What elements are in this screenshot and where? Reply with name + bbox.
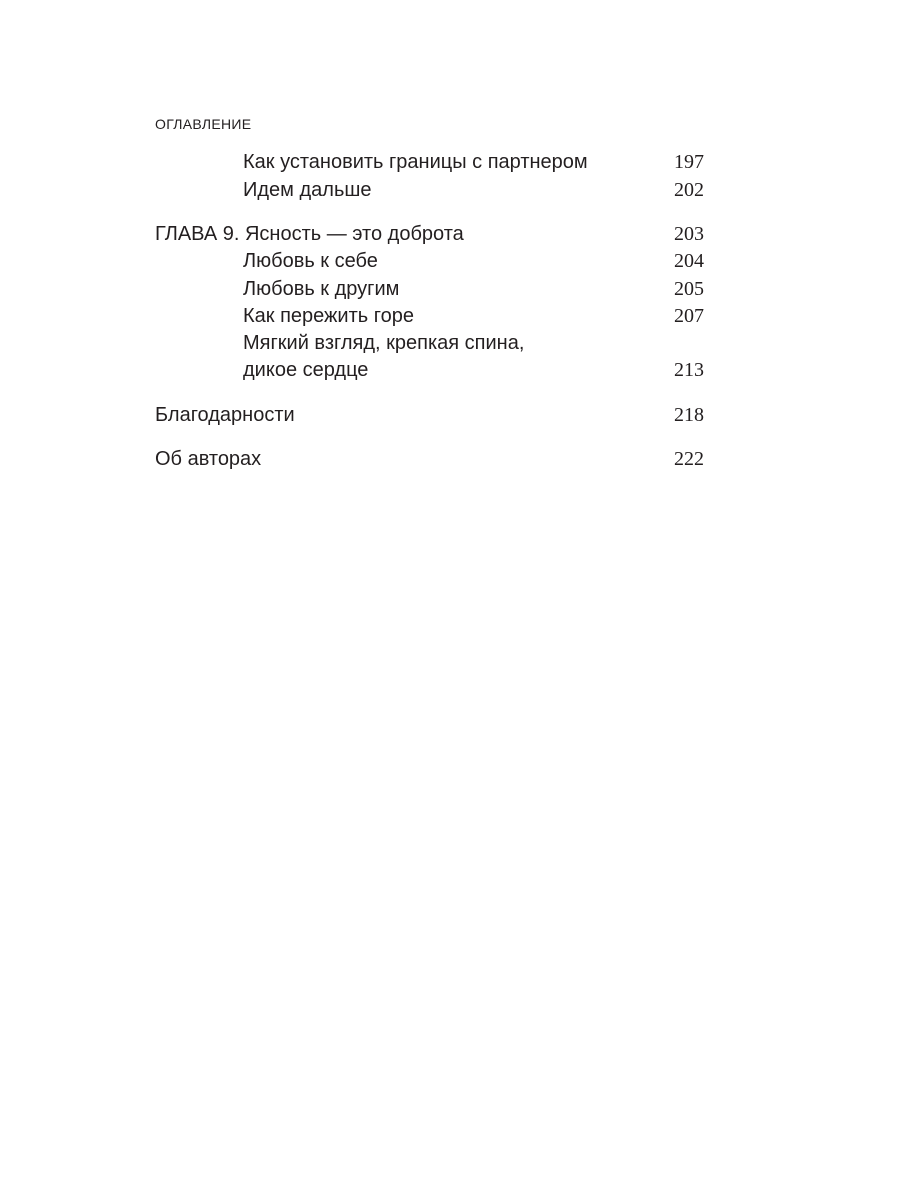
toc-section	[155, 447, 704, 475]
toc-chapter-title: ГЛАВА 9. Ясность — это доброта	[155, 223, 464, 245]
toc-entry-page: 205	[674, 278, 704, 300]
toc-entry-page: 204	[674, 250, 704, 272]
toc-entry-title-continued: дикое сердце	[243, 359, 369, 381]
toc-entry-title: Идем дальше	[243, 179, 372, 201]
toc-section-title: Об авторах	[155, 448, 262, 470]
toc-entry-title: Как пережить горе	[243, 305, 414, 327]
toc-section-title: Благодарности	[155, 404, 295, 426]
toc-entry-page: 207	[674, 305, 704, 327]
toc-section-page: 218	[674, 404, 704, 426]
toc-entry-page: 197	[674, 151, 704, 173]
running-head: ОГЛАВЛЕНИЕ	[155, 116, 252, 132]
toc-entry-title: Как установить границы с партнером	[243, 151, 588, 173]
toc-entry-page: 202	[674, 179, 704, 201]
toc-entry-line1	[155, 331, 704, 359]
toc-entry	[155, 150, 704, 178]
toc-entry-page: 213	[674, 359, 704, 381]
toc-entry	[155, 304, 704, 332]
toc-entry-title: Мягкий взгляд, крепкая спина,	[243, 332, 525, 354]
toc-entry-title: Любовь к себе	[243, 250, 378, 272]
toc-chapter	[155, 222, 704, 250]
toc-entry	[155, 178, 704, 206]
toc-entry	[155, 277, 704, 305]
toc-entry-title: Любовь к другим	[243, 278, 400, 300]
toc-entry	[155, 249, 704, 277]
toc-chapter-page: 203	[674, 223, 704, 245]
toc-section	[155, 403, 704, 431]
toc-entry-line2	[155, 358, 704, 386]
toc-section-page: 222	[674, 448, 704, 470]
